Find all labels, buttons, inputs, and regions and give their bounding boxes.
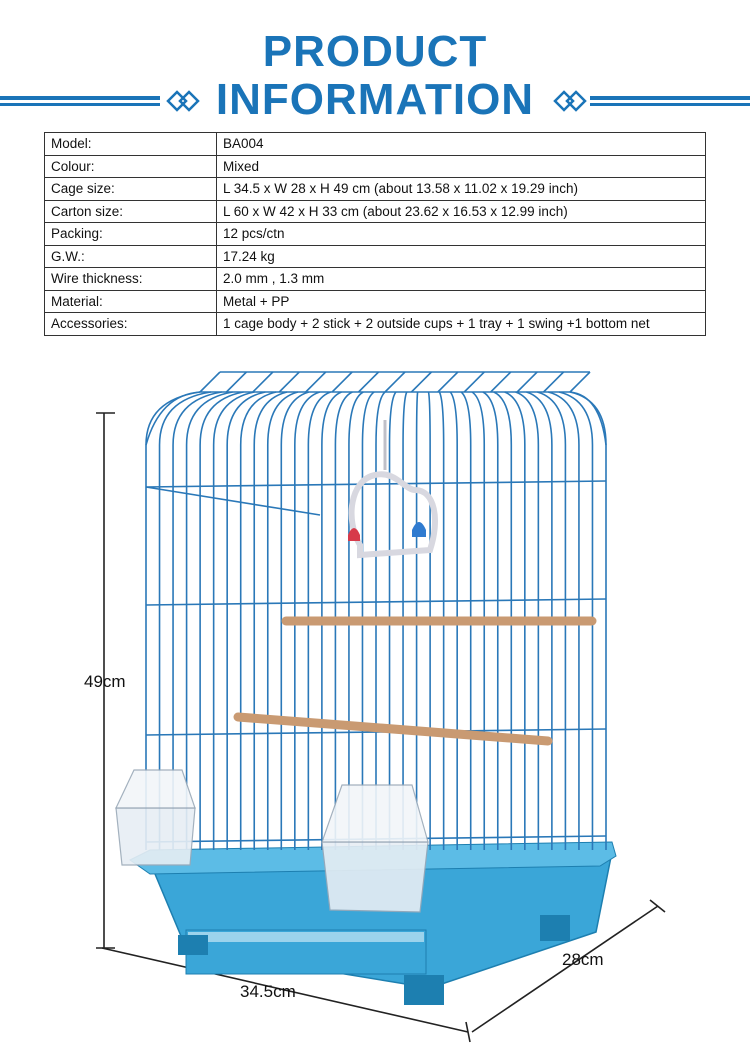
left-diamonds-icon — [168, 92, 198, 110]
spec-value: L 60 x W 42 x H 33 cm (about 23.62 x 16.53 x 12.99 inch) — [217, 200, 706, 223]
spec-row — [45, 133, 706, 156]
spec-value: Mixed — [217, 155, 706, 178]
spec-row — [45, 178, 706, 201]
title-product: PRODUCT — [262, 27, 488, 76]
spec-row — [45, 223, 706, 246]
title-information: INFORMATION — [215, 75, 535, 124]
height-label: 49cm — [84, 672, 126, 691]
spec-row — [45, 200, 706, 223]
spec-value: Metal + PP — [217, 290, 706, 313]
spec-label: Packing: — [45, 223, 217, 246]
spec-value: 2.0 mm , 1.3 mm — [217, 268, 706, 291]
spec-label: Accessories: — [45, 313, 217, 336]
spec-label: Colour: — [45, 155, 217, 178]
spec-label: G.W.: — [45, 245, 217, 268]
spec-value: L 34.5 x W 28 x H 49 cm (about 13.58 x 11.02 x 19.29 inch) — [217, 178, 706, 201]
spec-value: BA004 — [217, 133, 706, 156]
spec-label: Wire thickness: — [45, 268, 217, 291]
spec-value: 12 pcs/ctn — [217, 223, 706, 246]
spec-row — [45, 155, 706, 178]
spec-label: Carton size: — [45, 200, 217, 223]
spec-label: Cage size: — [45, 178, 217, 201]
bell-icons — [348, 522, 426, 541]
header-decoration — [0, 0, 750, 130]
bird-cage-illustration — [0, 340, 750, 1057]
spec-value: 17.24 kg — [217, 245, 706, 268]
spec-label: Model: — [45, 133, 217, 156]
right-diamonds-icon — [555, 92, 585, 110]
feeder-cup-right — [322, 785, 428, 912]
width-label: 28cm — [562, 950, 604, 969]
cage-wires — [146, 372, 606, 850]
spec-table — [44, 132, 706, 336]
spec-row — [45, 245, 706, 268]
length-label: 34.5cm — [240, 982, 296, 1001]
spec-row — [45, 268, 706, 291]
spec-value: 1 cage body + 2 stick + 2 outside cups + 1 tray + 1 swing +1 bottom net — [217, 313, 706, 336]
spec-row — [45, 290, 706, 313]
spec-label: Material: — [45, 290, 217, 313]
right-stripes — [590, 96, 750, 106]
feeder-cup-left — [116, 770, 195, 865]
left-stripes — [0, 96, 160, 106]
spec-row — [45, 313, 706, 336]
